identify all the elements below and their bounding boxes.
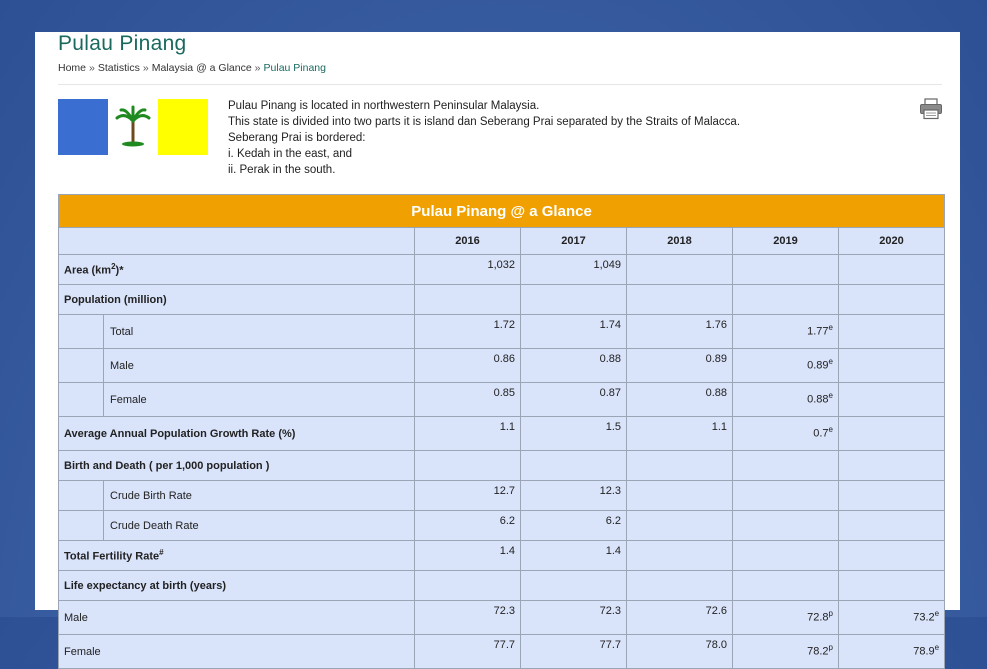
row-label: Female bbox=[104, 383, 415, 417]
value-cell bbox=[627, 571, 733, 601]
flag-blue-band bbox=[58, 99, 108, 155]
cell-value: 6.2 bbox=[605, 515, 621, 527]
value-cell bbox=[415, 571, 521, 601]
table-row bbox=[59, 481, 945, 511]
cell-value: 1,032 bbox=[487, 259, 515, 271]
table-row bbox=[59, 541, 945, 571]
cell-value: 0.86 bbox=[493, 353, 515, 365]
indent-cell bbox=[59, 315, 104, 349]
value-cell bbox=[521, 349, 627, 383]
table-row bbox=[59, 417, 945, 451]
value-cell bbox=[627, 315, 733, 349]
cell-value: 73.2 bbox=[913, 611, 935, 624]
value-cell bbox=[839, 349, 945, 383]
value-cell bbox=[733, 601, 839, 635]
cell-superscript: e bbox=[934, 643, 940, 652]
value-cell bbox=[415, 601, 521, 635]
cell-value: 1.74 bbox=[599, 319, 621, 331]
breadcrumb-separator: » bbox=[254, 62, 261, 74]
value-cell bbox=[521, 481, 627, 511]
palm-tree-icon bbox=[108, 99, 158, 155]
cell-value: 0.88 bbox=[599, 353, 621, 365]
row-label-text: Life expectancy at birth (years) bbox=[64, 579, 227, 592]
value-cell bbox=[839, 255, 945, 285]
cell-value: 0.88 bbox=[807, 393, 829, 406]
cell-value: 0.87 bbox=[599, 387, 621, 399]
cell-value: 1.4 bbox=[605, 545, 621, 557]
indent-cell bbox=[59, 511, 104, 541]
value-cell bbox=[733, 571, 839, 601]
table-row bbox=[59, 571, 945, 601]
row-label-text: Female bbox=[64, 645, 101, 658]
value-cell bbox=[627, 451, 733, 481]
cell-value: 77.7 bbox=[599, 639, 621, 651]
cell-value: 1.1 bbox=[499, 421, 515, 433]
row-label bbox=[59, 285, 415, 315]
value-cell bbox=[415, 481, 521, 511]
cell-superscript: e bbox=[828, 391, 833, 400]
row-label bbox=[59, 635, 415, 669]
table-row bbox=[59, 635, 945, 669]
value-cell bbox=[521, 315, 627, 349]
cell-value: 1.5 bbox=[605, 421, 621, 433]
intro-line: ii. Perak in the south. bbox=[228, 164, 336, 176]
cell-value: 72.6 bbox=[705, 605, 727, 617]
year-header-row bbox=[59, 228, 945, 255]
value-cell bbox=[521, 383, 627, 417]
value-cell bbox=[627, 511, 733, 541]
value-cell bbox=[839, 383, 945, 417]
row-label: Total bbox=[104, 315, 415, 349]
year-header: 2020 bbox=[839, 228, 945, 255]
value-cell bbox=[521, 635, 627, 669]
cell-value: 1.77 bbox=[807, 325, 829, 338]
value-cell bbox=[627, 255, 733, 285]
row-label-text: Area (km bbox=[64, 264, 112, 277]
row-label bbox=[59, 451, 415, 481]
value-cell bbox=[839, 635, 945, 669]
cell-value: 78.0 bbox=[705, 639, 727, 651]
row-label-text: Birth and Death ( per 1,000 population ) bbox=[64, 459, 270, 472]
cell-value: 6.2 bbox=[499, 515, 515, 527]
cell-value: 1.72 bbox=[493, 319, 515, 331]
value-cell bbox=[415, 285, 521, 315]
indent-cell bbox=[59, 481, 104, 511]
cell-value: 78.9 bbox=[913, 645, 935, 658]
cell-superscript: e bbox=[828, 425, 833, 434]
breadcrumb-current: Pulau Pinang bbox=[263, 62, 326, 74]
glance-table bbox=[58, 194, 945, 669]
value-cell bbox=[521, 571, 627, 601]
cell-value: 77.7 bbox=[493, 639, 515, 651]
cell-superscript: p bbox=[828, 643, 833, 652]
value-cell bbox=[733, 417, 839, 451]
cell-value: 1.4 bbox=[499, 545, 515, 557]
row-label-text: Total Fertility Rate bbox=[64, 550, 160, 563]
value-cell bbox=[733, 349, 839, 383]
row-label bbox=[59, 601, 415, 635]
value-cell bbox=[415, 635, 521, 669]
row-label-text: Male bbox=[64, 611, 88, 624]
value-cell bbox=[839, 571, 945, 601]
value-cell bbox=[627, 601, 733, 635]
cell-value: 0.88 bbox=[705, 387, 727, 399]
value-cell bbox=[521, 601, 627, 635]
value-cell bbox=[627, 481, 733, 511]
cell-value: 0.85 bbox=[493, 387, 515, 399]
breadcrumb-malaysia-glance-link[interactable]: Malaysia @ a Glance bbox=[151, 62, 252, 74]
content-panel bbox=[35, 32, 960, 658]
value-cell bbox=[733, 481, 839, 511]
table-row bbox=[59, 285, 945, 315]
row-label bbox=[59, 417, 415, 451]
value-cell bbox=[839, 417, 945, 451]
cell-value: 12.7 bbox=[493, 485, 515, 497]
row-label-superscript: # bbox=[159, 548, 164, 558]
state-description bbox=[228, 98, 740, 178]
value-cell bbox=[415, 451, 521, 481]
title-divider bbox=[58, 84, 942, 85]
flag-white-band bbox=[108, 99, 158, 155]
breadcrumb-separator: » bbox=[142, 62, 149, 74]
value-cell bbox=[839, 315, 945, 349]
row-label bbox=[59, 255, 415, 285]
table-row bbox=[59, 255, 945, 285]
breadcrumb-separator: » bbox=[89, 62, 95, 74]
cell-value: 1.1 bbox=[711, 421, 727, 433]
value-cell bbox=[521, 417, 627, 451]
value-cell bbox=[415, 255, 521, 285]
value-cell bbox=[733, 541, 839, 571]
breadcrumb-statistics-link[interactable]: Statistics bbox=[97, 62, 140, 74]
breadcrumb-home-link[interactable]: Home bbox=[58, 62, 87, 74]
value-cell bbox=[733, 451, 839, 481]
value-cell bbox=[627, 383, 733, 417]
intro-line: i. Kedah in the east, and bbox=[228, 148, 353, 160]
row-label: Male bbox=[104, 349, 415, 383]
year-header: 2019 bbox=[733, 228, 839, 255]
value-cell bbox=[415, 349, 521, 383]
value-cell bbox=[733, 511, 839, 541]
value-cell bbox=[839, 601, 945, 635]
value-cell bbox=[627, 635, 733, 669]
value-cell bbox=[839, 285, 945, 315]
header-empty-cell bbox=[59, 228, 415, 255]
indent-cell bbox=[59, 349, 104, 383]
year-header: 2017 bbox=[521, 228, 627, 255]
state-flag bbox=[58, 99, 208, 155]
row-label-superscript: 2 bbox=[111, 262, 116, 272]
flag-yellow-band bbox=[158, 99, 208, 155]
value-cell bbox=[415, 417, 521, 451]
intro-line: Seberang Prai is bordered: bbox=[228, 132, 366, 144]
print-button[interactable] bbox=[919, 98, 943, 120]
cell-superscript: e bbox=[828, 357, 833, 366]
row-label bbox=[59, 541, 415, 571]
cell-value: 72.8 bbox=[807, 611, 829, 624]
value-cell bbox=[415, 315, 521, 349]
value-cell bbox=[733, 315, 839, 349]
value-cell bbox=[839, 511, 945, 541]
cell-value: 1,049 bbox=[593, 259, 621, 271]
table-row bbox=[59, 315, 945, 349]
value-cell bbox=[839, 451, 945, 481]
row-label-text: Average Annual Population Growth Rate (%) bbox=[64, 427, 296, 440]
value-cell bbox=[627, 285, 733, 315]
row-label-text: Population (million) bbox=[64, 293, 167, 306]
value-cell bbox=[733, 383, 839, 417]
value-cell bbox=[733, 255, 839, 285]
cell-value: 0.89 bbox=[807, 359, 829, 372]
row-label: Crude Death Rate bbox=[104, 511, 415, 541]
table-row bbox=[59, 383, 945, 417]
intro-line: Pulau Pinang is located in northwestern Peninsular Malaysia. bbox=[228, 100, 540, 112]
table-row bbox=[59, 601, 945, 635]
printer-icon bbox=[919, 98, 943, 120]
table-row bbox=[59, 349, 945, 383]
value-cell bbox=[627, 541, 733, 571]
cell-superscript: e bbox=[828, 323, 833, 332]
cell-value: 1.76 bbox=[705, 319, 727, 331]
row-label bbox=[59, 571, 415, 601]
cell-value: 0.7 bbox=[813, 427, 829, 440]
cell-value: 0.89 bbox=[705, 353, 727, 365]
value-cell bbox=[521, 255, 627, 285]
value-cell bbox=[415, 383, 521, 417]
value-cell bbox=[839, 541, 945, 571]
year-header: 2018 bbox=[627, 228, 733, 255]
table-row bbox=[59, 451, 945, 481]
value-cell bbox=[521, 451, 627, 481]
table-row bbox=[59, 511, 945, 541]
cell-value: 12.3 bbox=[599, 485, 621, 497]
breadcrumb bbox=[58, 62, 326, 74]
intro-line: This state is divided into two parts it is island dan Seberang Prai separated by the Straits of Malacca. bbox=[228, 116, 741, 128]
value-cell bbox=[415, 541, 521, 571]
indent-cell bbox=[59, 383, 104, 417]
value-cell bbox=[521, 541, 627, 571]
value-cell bbox=[627, 417, 733, 451]
value-cell bbox=[733, 285, 839, 315]
value-cell bbox=[415, 511, 521, 541]
cell-value: 72.3 bbox=[493, 605, 515, 617]
value-cell bbox=[839, 481, 945, 511]
row-label: Crude Birth Rate bbox=[104, 481, 415, 511]
cell-superscript: p bbox=[828, 609, 833, 618]
year-header: 2016 bbox=[415, 228, 521, 255]
value-cell bbox=[521, 511, 627, 541]
cell-value: 72.3 bbox=[599, 605, 621, 617]
value-cell bbox=[521, 285, 627, 315]
page-title: Pulau Pinang bbox=[58, 32, 187, 55]
table-caption: Pulau Pinang @ a Glance bbox=[59, 195, 945, 228]
value-cell bbox=[733, 635, 839, 669]
row-label-suffix: )* bbox=[115, 264, 124, 277]
cell-value: 78.2 bbox=[807, 645, 829, 658]
value-cell bbox=[627, 349, 733, 383]
cell-superscript: e bbox=[934, 609, 940, 618]
